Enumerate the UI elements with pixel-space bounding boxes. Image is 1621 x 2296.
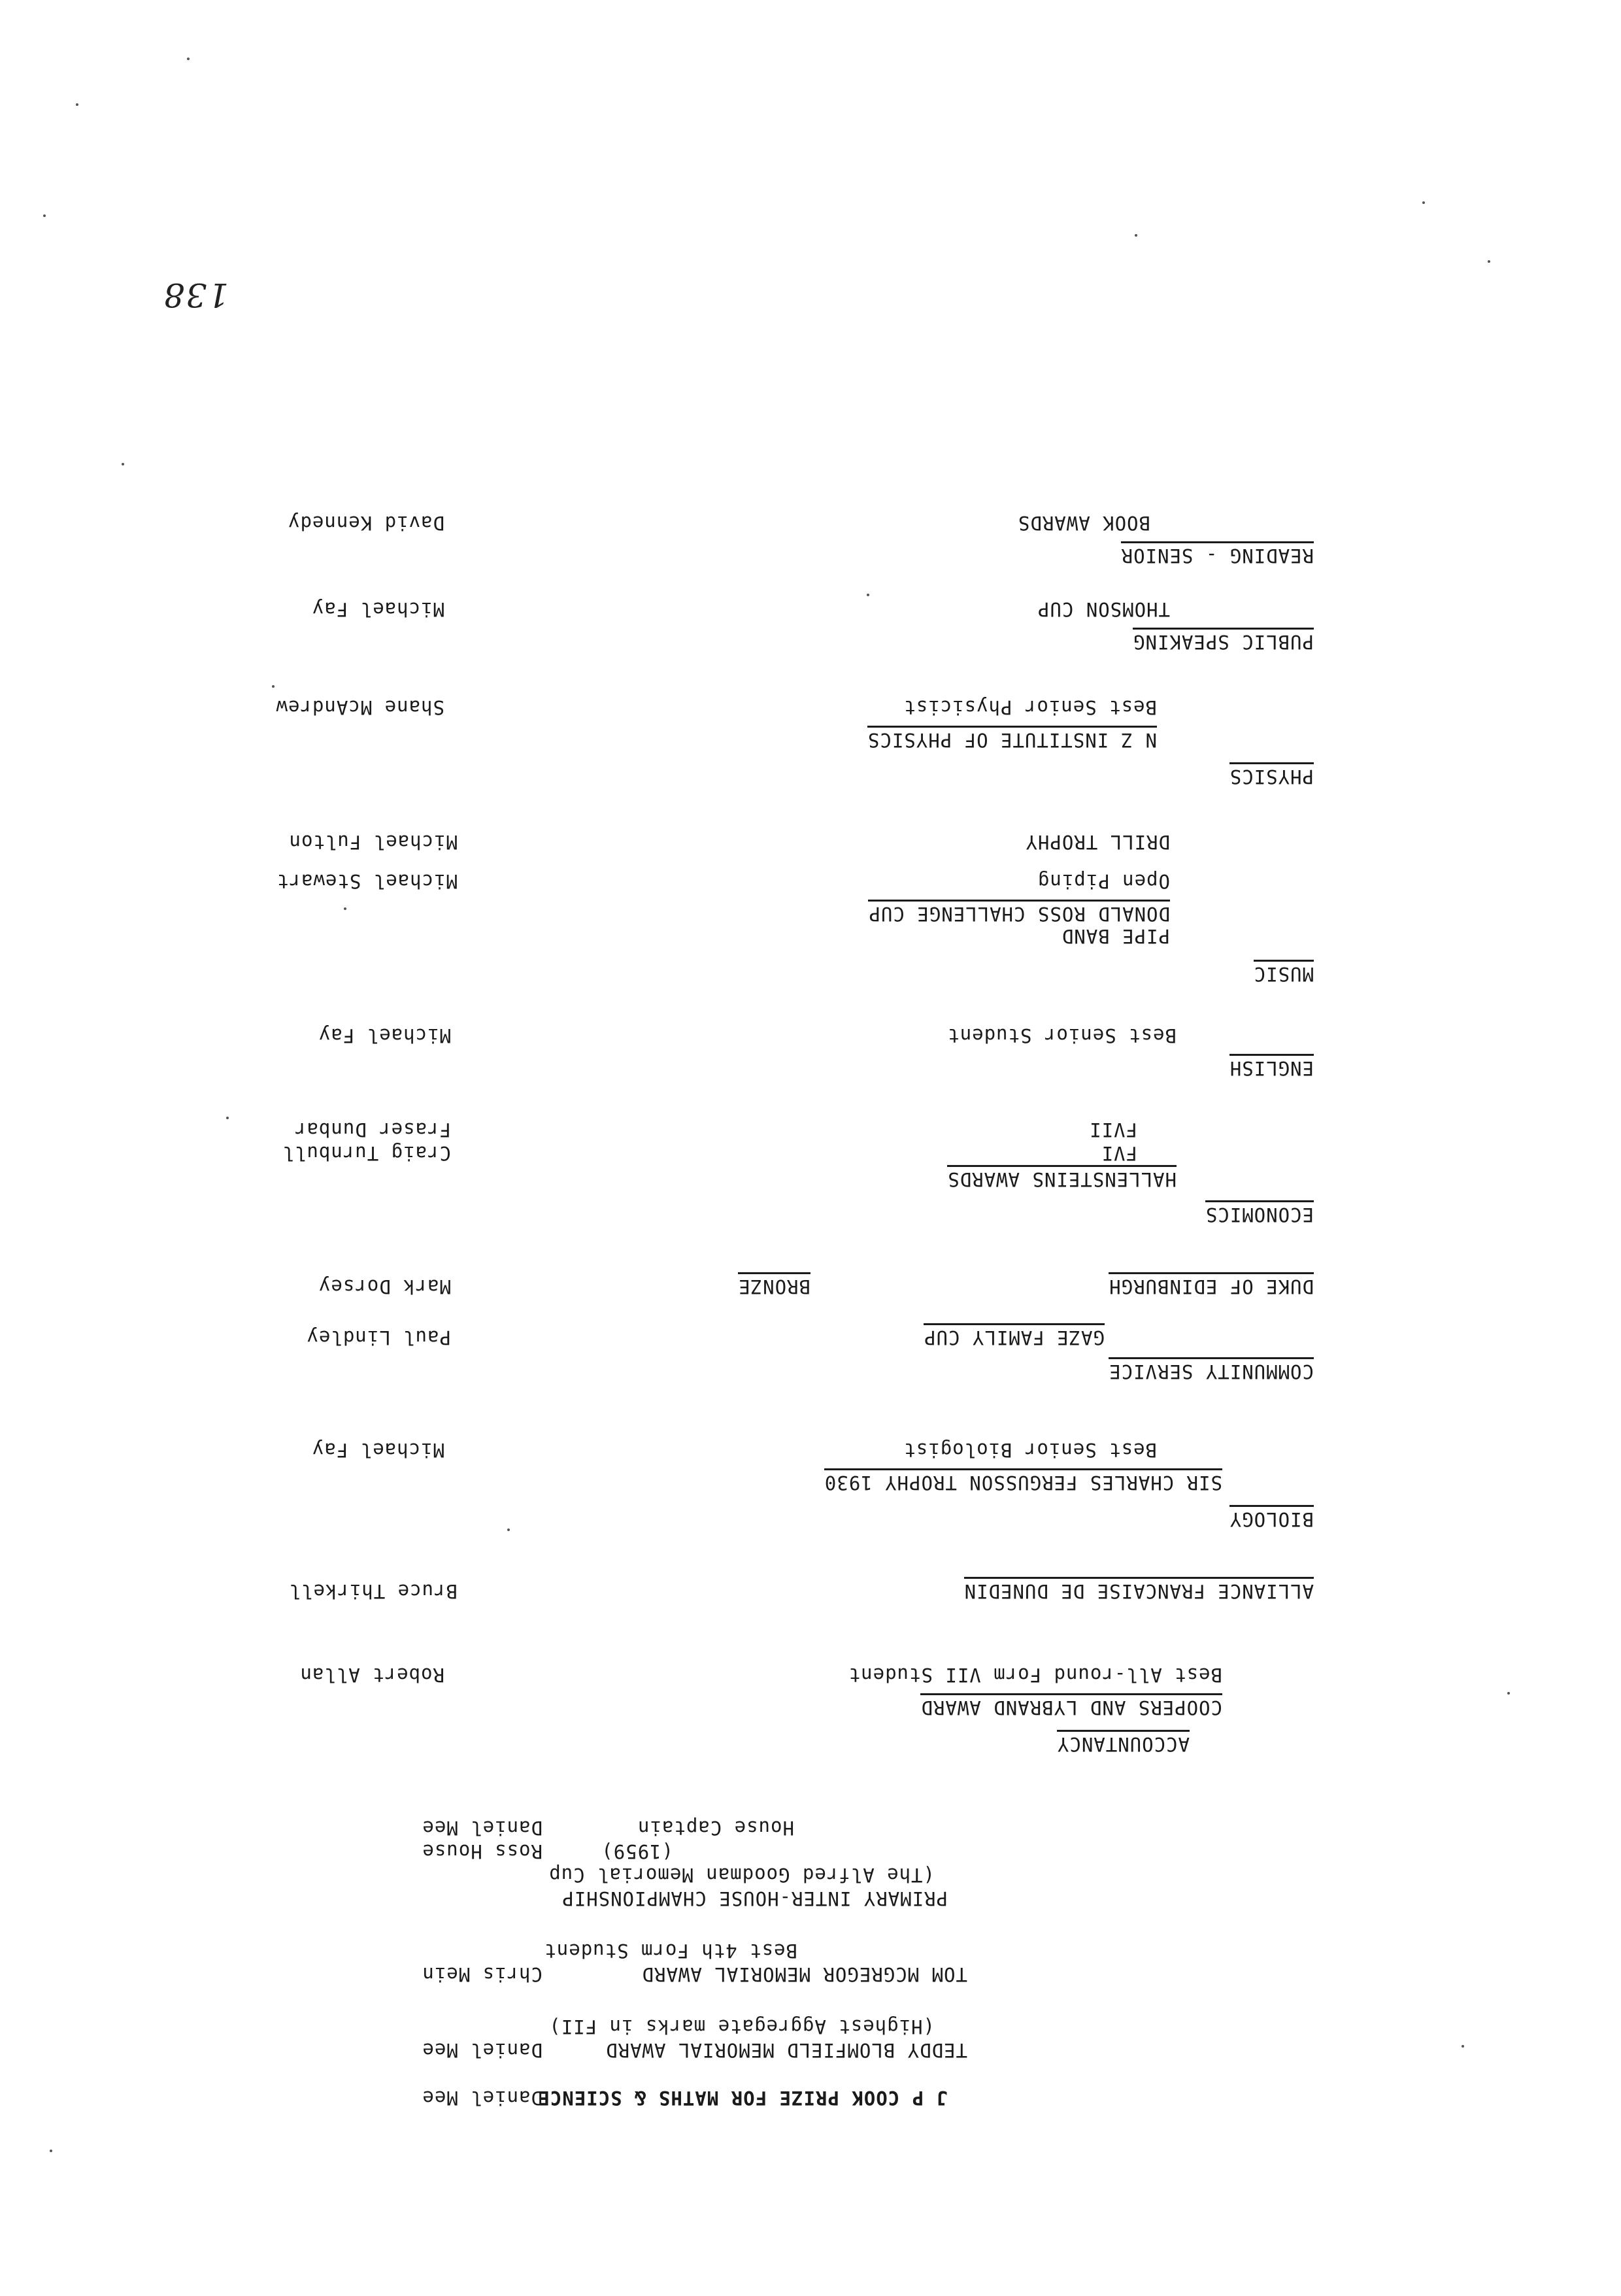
- interhouse-title: PRIMARY INTER-HOUSE CHAMPIONSHIP: [561, 1887, 948, 1910]
- community-heading: COMMUNITY SERVICE: [1109, 1357, 1314, 1381]
- edinburgh-heading: DUKE OF EDINBURGH: [1109, 1272, 1314, 1296]
- speaking-heading: PUBLIC SPEAKING: [1133, 628, 1314, 651]
- scan-speck: [50, 2150, 52, 2152]
- cook-prize-winner: Daniel Mee: [422, 2087, 543, 2109]
- reading-winner: David Kennedy: [288, 512, 444, 534]
- english-heading: ENGLISH: [1229, 1054, 1314, 1077]
- scan-speck: [867, 594, 869, 596]
- page-number: 138: [162, 276, 229, 314]
- music-winner-drill: Michael Fulton: [288, 831, 458, 853]
- interhouse-year: (1959): [601, 1840, 673, 1863]
- music-award: DONALD ROSS CHALLENGE CUP: [869, 900, 1171, 923]
- scan-speck: [76, 103, 78, 106]
- cook-prize-title: J P COOK PRIZE FOR MATHS & SCIENCE: [537, 2087, 948, 2109]
- edinburgh-level: BRONZE: [738, 1272, 811, 1296]
- scan-speck: [1507, 1692, 1510, 1695]
- community-winner: Paul Lindley: [306, 1326, 451, 1349]
- blomfield-award-title: TEDDY BLOMFIELD MEMORIAL AWARD: [605, 2039, 967, 2061]
- scan-speck: [122, 463, 124, 465]
- music-pipe-band: PIPE BAND: [1061, 925, 1170, 947]
- scan-speck: [43, 214, 46, 217]
- biology-award: SIR CHARLES FERGUSSON TROPHY 1930: [824, 1468, 1222, 1492]
- scan-speck: [1488, 260, 1490, 263]
- community-award: GAZE FAMILY CUP: [924, 1323, 1105, 1347]
- scan-speck: [1135, 234, 1137, 237]
- music-note: Open Piping: [1037, 870, 1170, 892]
- economics-form-fvii: FVII: [1089, 1119, 1137, 1141]
- reading-award: BOOK AWARDS: [1017, 512, 1150, 534]
- english-note: Best Senior Student: [947, 1024, 1177, 1047]
- biology-winner: Michael Fay: [311, 1439, 444, 1461]
- interhouse-captain-label: House Captain: [637, 1817, 794, 1839]
- biology-heading: BIOLOGY: [1229, 1505, 1314, 1528]
- english-winner: Michael Fay: [318, 1024, 451, 1047]
- alliance-heading: ALLIANCE FRANCAISE DE DUNEDIN: [964, 1577, 1314, 1600]
- accountancy-heading: ACCOUNTANCY: [1057, 1730, 1190, 1753]
- physics-award: N Z INSTITUTE OF PHYSICS: [867, 726, 1157, 749]
- interhouse-captain: Daniel Mee: [422, 1817, 543, 1839]
- mcgregor-award-title: TOM MCGREGOR MEMORIAL AWARD: [641, 1963, 967, 1985]
- music-winner-piping: Michael Stewart: [276, 870, 458, 892]
- scan-speck: [507, 1528, 510, 1531]
- music-heading: MUSIC: [1254, 960, 1314, 983]
- scan-speck: [187, 58, 190, 60]
- biology-note: Best Senior Biologist: [903, 1439, 1157, 1461]
- physics-winner: Shane McAndrew: [275, 696, 444, 718]
- speaking-winner: Michael Fay: [311, 598, 444, 620]
- scan-speck: [1462, 2045, 1464, 2048]
- economics-award: HALLENSTEINS AWARDS: [947, 1165, 1177, 1189]
- blomfield-award-note: (Highest Aggregate marks in FII): [548, 2016, 935, 2038]
- interhouse-note: (The Alfred Goodman Memorial Cup: [548, 1864, 935, 1886]
- scan-speck: [272, 685, 275, 688]
- interhouse-house: Ross House: [422, 1840, 543, 1863]
- economics-winner-fvii: Fraser Dunbar: [294, 1119, 451, 1141]
- music-drill-trophy: DRILL TROPHY: [1025, 831, 1170, 853]
- alliance-winner: Bruce Thirkell: [288, 1580, 458, 1602]
- accountancy-note: Best All-round Form VII Student: [848, 1664, 1222, 1686]
- accountancy-award: COOPERS AND LYBRAND AWARD: [921, 1693, 1223, 1717]
- scan-speck: [226, 1117, 229, 1119]
- economics-heading: ECONOMICS: [1205, 1200, 1314, 1224]
- scan-speck: [1422, 201, 1425, 204]
- scan-speck: [344, 907, 346, 910]
- mcgregor-award-winner: Chris Mein: [422, 1963, 543, 1985]
- accountancy-winner: Robert Allan: [299, 1664, 444, 1686]
- economics-form-fvi: FVI: [1101, 1142, 1137, 1164]
- speaking-award: THOMSON CUP: [1037, 598, 1170, 620]
- mcgregor-award-note: Best 4th Form Student: [544, 1940, 797, 1962]
- physics-heading: PHYSICS: [1229, 762, 1314, 786]
- physics-note: Best Senior Physicist: [903, 696, 1157, 718]
- edinburgh-winner: Mark Dorsey: [318, 1275, 451, 1298]
- blomfield-award-winner: Daniel Mee: [422, 2039, 543, 2061]
- reading-heading: READING - SENIOR: [1121, 541, 1314, 565]
- economics-winner-fvi: Craig Turnbull: [282, 1142, 451, 1164]
